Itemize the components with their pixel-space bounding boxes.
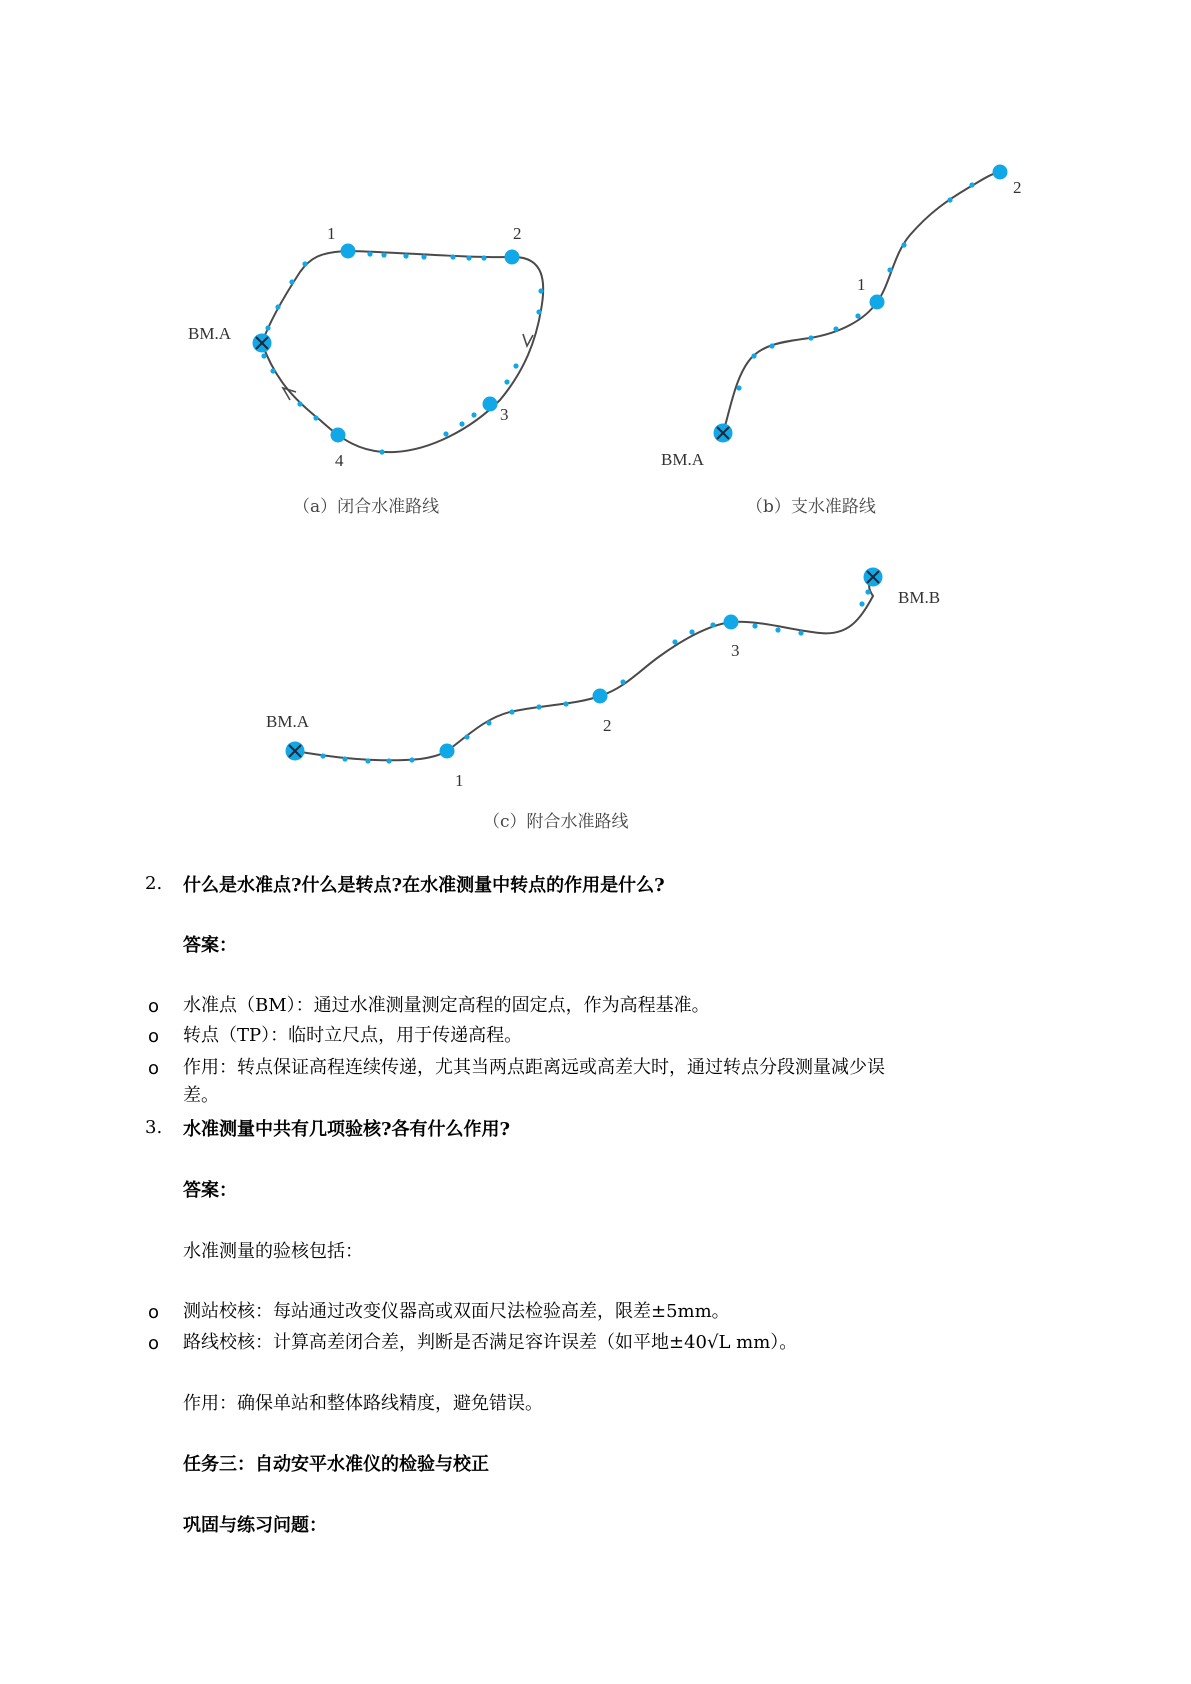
list-item: 路线校核：计算高差闭合差，判断是否满足容许误差（如平地±40√L mm）。 <box>183 1332 798 1353</box>
point-c-2 <box>593 689 608 704</box>
point-label-a-2: 2 <box>513 224 522 243</box>
route-c-line <box>295 577 873 760</box>
caption-c: （c）附合水准路线 <box>483 812 629 832</box>
figure-b-spur-route <box>661 165 1022 518</box>
point-a-1 <box>341 244 356 259</box>
point-a-2 <box>505 250 520 265</box>
question-number: 2. <box>145 873 163 894</box>
caption-a: （a）闭合水准路线 <box>293 497 440 517</box>
direction-arrow-icon <box>283 388 296 400</box>
point-c-3 <box>724 615 739 630</box>
bm-label-c-start: BM.A <box>266 712 309 731</box>
list-item: 测站校核：每站通过改变仪器高或双面尺法检验高差，限差±5mm。 <box>183 1301 730 1322</box>
point-a-3 <box>483 397 498 412</box>
point-a-4 <box>331 428 346 443</box>
benchmark-icon <box>864 568 883 587</box>
list-item: 作用：转点保证高程连续传递，尤其当两点距离远或高差大时，通过转点分段测量减少误 <box>183 1057 885 1078</box>
bullet-marker: o <box>148 1026 160 1047</box>
list-item: 水准点（BM）：通过水准测量测定高程的固定点，作为高程基准。 <box>183 995 710 1016</box>
point-label-a-1: 1 <box>327 224 336 243</box>
point-label-a-3: 3 <box>500 405 509 424</box>
benchmark-icon <box>286 742 305 761</box>
answer-effect: 作用：确保单站和整体路线精度，避免错误。 <box>183 1393 543 1414</box>
bullet-marker: o <box>148 1333 160 1354</box>
bullet-marker: o <box>148 996 160 1017</box>
answer-intro: 水准测量的验核包括： <box>183 1241 363 1262</box>
caption-b: （b）支水准路线 <box>746 497 876 517</box>
bm-label-a: BM.A <box>188 324 231 343</box>
point-label-b-2: 2 <box>1013 178 1022 197</box>
bullet-marker: o <box>148 1302 160 1323</box>
point-b-2 <box>993 165 1008 180</box>
point-label-c-2: 2 <box>603 716 612 735</box>
point-label-b-1: 1 <box>857 275 866 294</box>
point-c-1 <box>440 744 455 759</box>
bm-label-b: BM.A <box>661 450 704 469</box>
list-item-continuation: 差。 <box>183 1085 219 1106</box>
section-heading: 任务三：自动安平水准仪的检验与校正 <box>183 1454 489 1475</box>
bm-label-c-end: BM.B <box>898 588 941 607</box>
question-number: 3. <box>145 1117 163 1138</box>
point-label-c-1: 1 <box>455 771 464 790</box>
answer-label: 答案： <box>183 1180 237 1201</box>
turning-points-b <box>736 182 974 390</box>
route-b-line <box>723 172 1000 433</box>
point-label-a-4: 4 <box>335 451 344 470</box>
benchmark-icon <box>714 424 733 443</box>
point-label-c-3: 3 <box>731 641 740 660</box>
question-title: 什么是水准点?什么是转点?在水准测量中转点的作用是什么? <box>183 875 665 896</box>
figure-a-closed-route <box>188 224 544 517</box>
answer-label: 答案： <box>183 935 237 956</box>
practice-heading: 巩固与练习问题： <box>183 1515 327 1536</box>
turning-points-c <box>320 589 870 763</box>
list-item: 转点（TP）：临时立尺点，用于传递高程。 <box>183 1025 523 1046</box>
benchmark-icon <box>253 334 272 353</box>
turning-points-a <box>261 251 543 454</box>
bullet-marker: o <box>148 1058 160 1079</box>
point-b-1 <box>870 295 885 310</box>
question-title: 水准测量中共有几项验核?各有什么作用? <box>183 1119 511 1140</box>
figure-c-annexed-route <box>266 568 940 833</box>
